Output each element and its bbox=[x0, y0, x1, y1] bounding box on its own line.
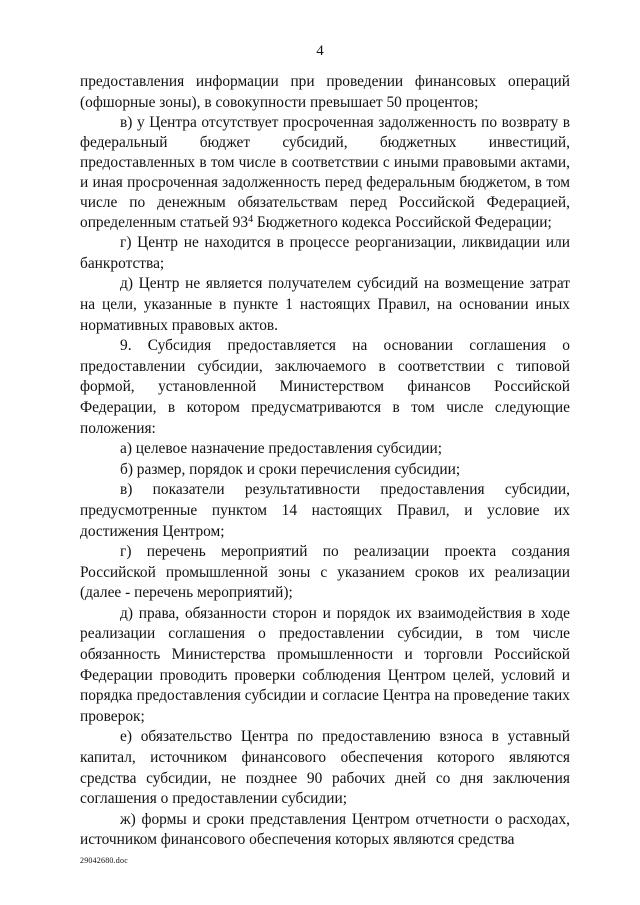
paragraph-item-d-rights: д) права, обязанности сторон и порядок их взаимодействия в ходе реализации соглашения о предоставлении субсидии, в том числе обязанность Министерства промышленности и торговли Российской Федерации проводить проверки соблюдения Центром целей, условий и порядка предоставления субсидии и согласие Центра на проведение таких проверок; bbox=[80, 604, 570, 725]
paragraph-item-v-debt bbox=[80, 113, 570, 233]
paragraph-text: в) у Центра отсутствует просроченная задолженность по возврату в федеральный бюджет субсидий, бюджетных инвестиций, предоставленных в том числе в соответствии с иными правовыми актами, и иная просроченная задолженность перед федеральным бюджетом, в том числе по денежным обязательствам перед Российской Федерацией, определенным статьей 93 bbox=[80, 114, 570, 232]
paragraph-item-d-not-recipient: д) Центр не является получателем субсидий на возмещение затрат на цели, указанные в пункте 1 настоящих Правил, на основании иных нормативных правовых актов. bbox=[80, 275, 570, 334]
paragraph-item-e-obligation: е) обязательство Центра по предоставлению взноса в уставный капитал, источником финансового обеспечения которого являются средства субсидии, не позднее 90 рабочих дней со дня заключения соглашения о предоставлении субсидии; bbox=[80, 728, 570, 808]
paragraph-item-g-activities: г) перечень мероприятий по реализации проекта создания Российской промышленной зоны с указанием сроков их реализации (далее - перечень мероприятий); bbox=[80, 543, 570, 602]
footer-filename: 29042680.doc bbox=[80, 856, 128, 865]
paragraph-item-v-indicators: в) показатели результативности предоставления субсидии, предусмотренные пунктом 14 настоящих Правил, и условие их достижения Центром; bbox=[80, 481, 570, 540]
paragraph-text: Бюджетного кодекса Российской Федерации; bbox=[253, 214, 552, 232]
paragraph-item-g-reorganization: г) Центр не находится в процессе реорганизации, ликвидации или банкротства; bbox=[80, 234, 570, 272]
superscript: 4 bbox=[248, 214, 254, 226]
paragraph-continuation: предоставления информации при проведении финансовых операций (офшорные зоны), в совокупности превышает 50 процентов; bbox=[80, 73, 570, 111]
paragraph-item-a-purpose: а) целевое назначение предоставления субсидии; bbox=[120, 440, 443, 458]
document-body bbox=[80, 72, 570, 851]
paragraph-section-9: 9. Субсидия предоставляется на основании соглашения о предоставлении субсидии, заключаемого в соответствии с типовой формой, установленной Министерством финансов Российской Федерации, в котором предусматриваются в том числе следующие положения: bbox=[80, 337, 570, 437]
paragraph-item-b-amount: б) размер, порядок и сроки перечисления субсидии; bbox=[120, 460, 461, 478]
page-number: 4 bbox=[316, 43, 324, 59]
paragraph-item-zh-reporting: ж) формы и сроки представления Центром отчетности о расходах, источником финансового обеспечения которых являются средства bbox=[80, 810, 570, 849]
